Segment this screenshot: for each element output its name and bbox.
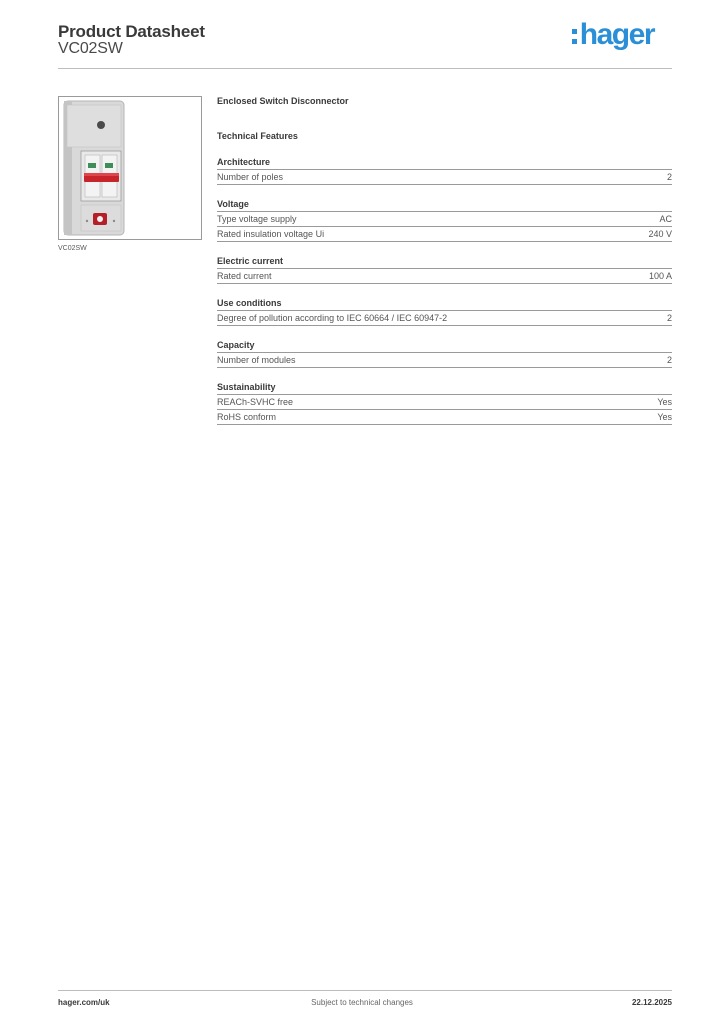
image-caption: VC02SW (58, 245, 87, 252)
group-title: Capacity (217, 338, 672, 353)
feature-group-electric-current (217, 254, 672, 284)
table-row (217, 170, 672, 185)
table-row (217, 353, 672, 368)
group-title: Electric current (217, 254, 672, 269)
row-label: Degree of pollution according to IEC 60664 / IEC 60947-2 (217, 313, 448, 323)
footer-website: hager.com/uk (58, 998, 110, 1007)
group-title: Voltage (217, 197, 672, 212)
row-value: 240 V (648, 229, 672, 239)
row-value: 100 A (648, 271, 672, 281)
document-header (58, 20, 672, 70)
row-value: Yes (657, 412, 672, 422)
feature-group-voltage (217, 197, 672, 242)
footer-date: 22.12.2025 (631, 998, 672, 1007)
product-type: Enclosed Switch Disconnector (217, 96, 349, 106)
group-title: Sustainability (217, 380, 672, 395)
logo-dots-icon (572, 20, 578, 50)
row-label: Number of modules (217, 355, 296, 365)
row-label: Rated current (217, 271, 272, 281)
row-value: 2 (666, 355, 672, 365)
row-label: RoHS conform (217, 412, 277, 422)
product-image (58, 96, 202, 240)
table-row (217, 311, 672, 326)
group-title: Use conditions (217, 296, 672, 311)
header-divider (58, 68, 672, 69)
group-title: Architecture (217, 155, 672, 170)
row-label: Number of poles (217, 172, 284, 182)
row-value: 2 (666, 313, 672, 323)
table-row (217, 269, 672, 284)
footer-divider (58, 990, 672, 991)
row-value: Yes (657, 397, 672, 407)
row-label: Type voltage supply (217, 214, 297, 224)
table-row (217, 410, 672, 425)
row-value: AC (659, 214, 672, 224)
technical-features-heading: Technical Features (217, 131, 298, 141)
row-value: 2 (666, 172, 672, 182)
feature-group-architecture (217, 155, 672, 185)
feature-group-capacity (217, 338, 672, 368)
row-label: Rated insulation voltage Ui (217, 229, 325, 239)
table-row (217, 395, 672, 410)
table-row (217, 227, 672, 242)
row-label: REACh-SVHC free (217, 397, 294, 407)
feature-group-sustainability (217, 380, 672, 425)
product-code: VC02SW (58, 40, 123, 57)
logo-text: hager (579, 18, 654, 51)
document-title: Product Datasheet (58, 22, 205, 41)
hager-logo (572, 20, 654, 50)
technical-content (217, 95, 672, 425)
feature-group-use-conditions (217, 296, 672, 326)
table-row (217, 212, 672, 227)
footer-notice: Subject to technical changes (311, 998, 413, 1007)
switch-disconnector-illustration (59, 97, 201, 239)
